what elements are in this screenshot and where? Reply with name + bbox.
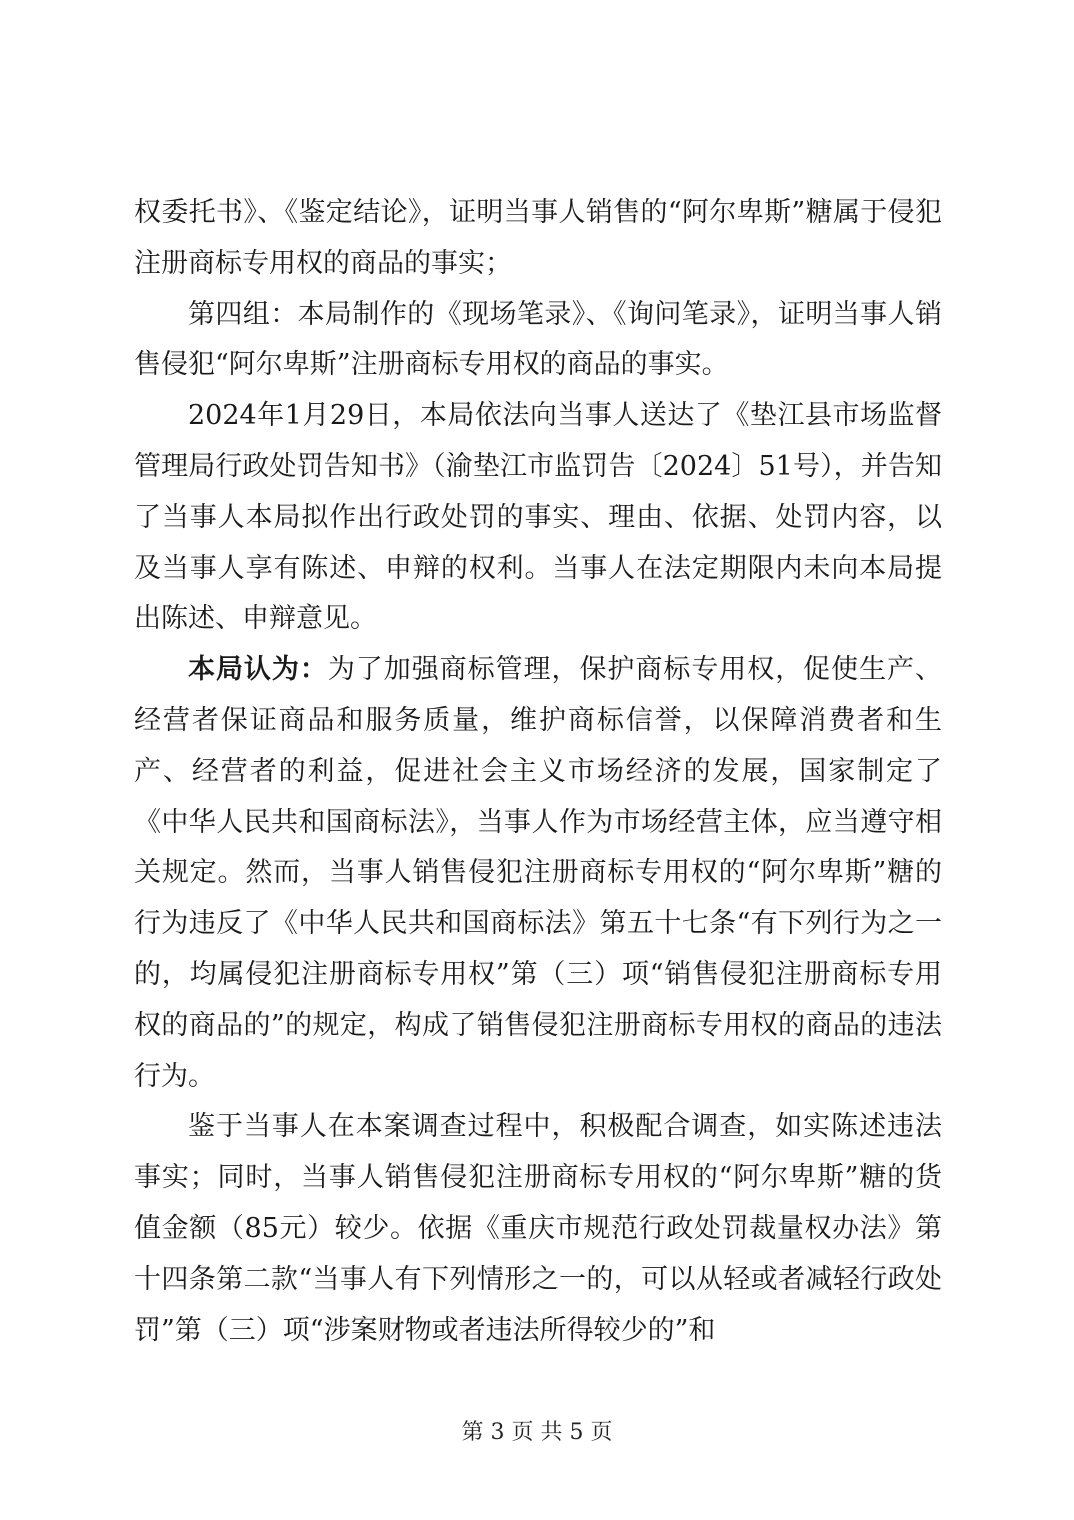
page-number-footer: 第 3 页 共 5 页 <box>461 1420 613 1445</box>
document-body <box>134 188 942 1356</box>
paragraph-5: 鉴于当事人在本案调查过程中，积极配合调查，如实陈述违法事实；同时，当事人销售侵犯注册商标专用权的“阿尔卑斯”糖的货值金额（85元）较少。依据《重庆市规范行政处罚裁量权办法》第十四条第二款“当事人有下列情形之一的，可以从轻或者减轻行政处罚”第（三）项“涉案财物或者违法所得较少的”和 <box>134 1111 942 1346</box>
paragraph-2: 第四组：本局制作的《现场笔录》、《询问笔录》，证明当事人销售侵犯“阿尔卑斯”注册商标专用权的商品的事实。 <box>134 298 942 381</box>
paragraph-3: 2024年1月29日，本局依法向当事人送达了《垫江县市场监督管理局行政处罚告知书》（渝垫江市监罚告〔2024〕51号），并告知了当事人本局拟作出行政处罚的事实、理由、依据、处罚内容，以及当事人享有陈述、申辩的权利。当事人在法定期限内未向本局提出陈述、申辩意见。 <box>134 400 942 635</box>
paragraph-4 <box>134 645 942 1102</box>
paragraph-4-text: 为了加强商标管理，保护商标专用权，促使生产、经营者保证商品和服务质量，维护商标信誉，以保障消费者和生产、经营者的利益，促进社会主义市场经济的发展，国家制定了《中华人民共和国商标法》，当事人作为市场经营主体，应当遵守相关规定。然而，当事人销售侵犯注册商标专用权的“阿尔卑斯”糖的行为违反了《中华人民共和国商标法》第五十七条“有下列行为之一的，均属侵犯注册商标专用权”第（三）项“销售侵犯注册商标专用权的商品的”的规定，构成了销售侵犯注册商标专用权的商品的违法行为。 <box>134 654 943 1092</box>
paragraph-4-lead: 本局认为： <box>188 654 328 686</box>
paragraph-1: 权委托书》、《鉴定结论》，证明当事人销售的“阿尔卑斯”糖属于侵犯注册商标专用权的商品的事实； <box>134 197 942 279</box>
